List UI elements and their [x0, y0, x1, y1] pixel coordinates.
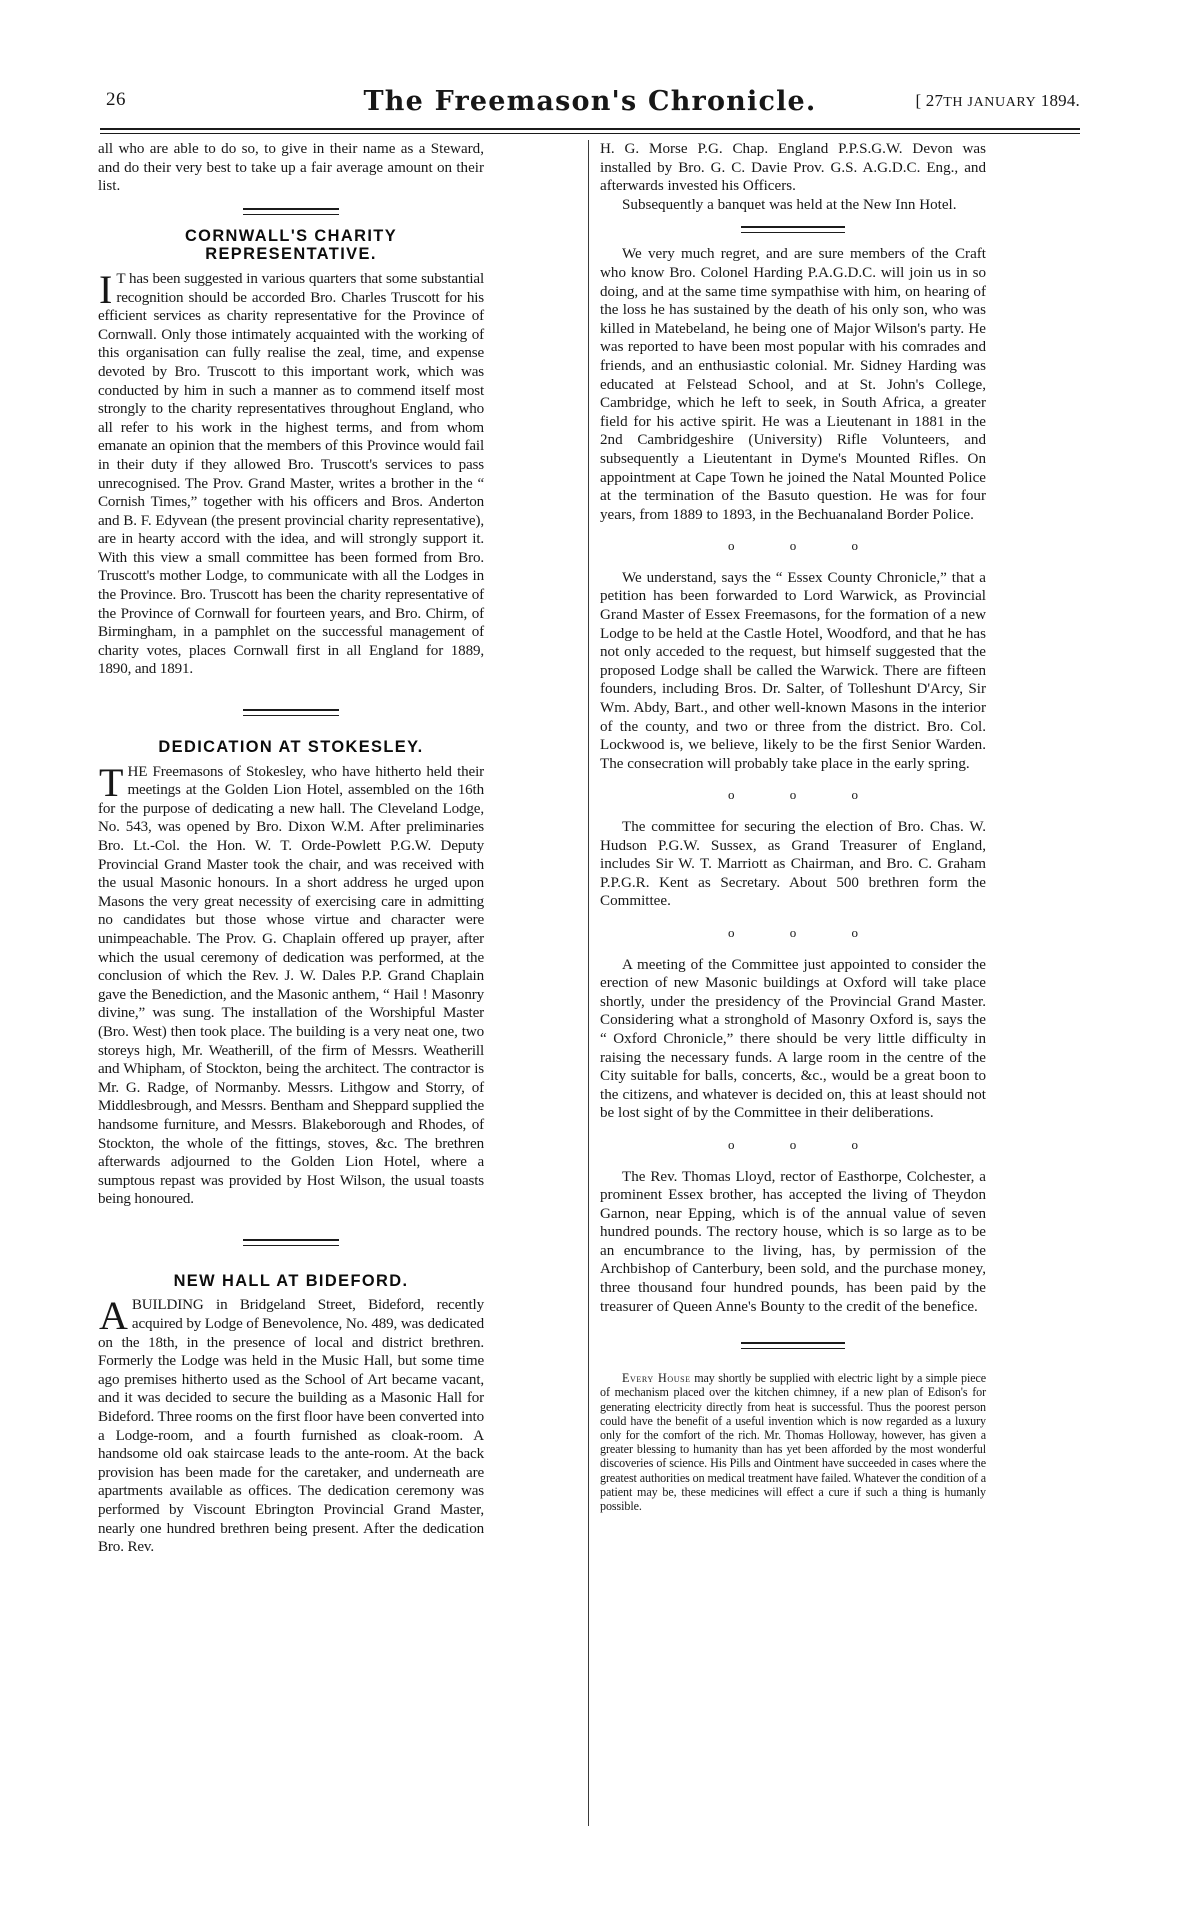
article-body-cornwall: T has been suggested in various quarters that some substantial recognition should be accorded Bro. Charles Truscott for his efficient services as charity representative for the Province of Cornwall. Only those intimately acquainted with the working of this organisation can fully realise the zeal, time, and expense devoted by Bro. Truscott to this important work, which was conducted by him in such a manner as to commend itself most strongly to the charity representatives throughout England, who all refer to his work in the highest terms, and from whom emanate an opinion that the members of this Province would fail in their duty if they allowed Bro. Truscott's services to pass unrecognised. The Prov. Grand Master, writes a brother in the “ Cornish Times,” together with his officers and Bros. Anderton and B. F. Edyvean (the present provincial charity representative), are in hearty accord with the idea, and will strongly support it. With this view a small committee has been formed from Bro. Truscott's mother Lodge, to communicate with all the Lodges in the Province. Bro. Truscott has been the charity representative of the Province of Cornwall for fourteen years, and Bro. Chirm, of Birmingham, in a pamphlet on the successful management of charity votes, places Cornwall first in all England for 1889, 1890, and 1891. — [98, 270, 484, 678]
advert-body: may shortly be supplied with electric light by a simple piece of mechanism placed over the kitchen chimney, if a new plan of Edison's for generating electricity directly from heat is successful. Thus the poorest person could have the benefit of a useful invention which is now regarded as a luxury only for the comfort of the rich. Mr. Thomas Holloway, however, has given a greater blessing to humanity than has yet been afforded by the most wonderful discoveries of science. His Pills and Ointment have succeeded in cases where the greatest authorities on medical treatment have failed. Whatever the condition of a patient may be, these medicines will effect a cure if such a thing is humanly possible. — [600, 1371, 987, 1514]
issue-date-ordinal: TH — [943, 95, 964, 110]
publication-title: The Freemason's Chronicle. — [363, 86, 817, 117]
news-item-oxford: A meeting of the Committee just appointed to consider the erection of new Masonic buildings at Oxford will take place shortly, under the presidency of the Provincial Grand Master. Considering what a stronghold of Masonry Oxford is, says the “ Oxford Chronicle,” there should be very little difficulty in raising the necessary funds. A large room in the centre of the City suitable for balls, concerts, &c., would be a great boon to the citizens, and whatever is decided on, this at least should not be lost sight of by the Committee in their deliberations. — [600, 956, 986, 1122]
section-heading-stokesley: DEDICATION AT STOKESLEY. — [158, 738, 424, 757]
article-bideford — [98, 1293, 484, 1556]
continued-paragraph: all who are able to do so, to give in their name as a Steward, and do their very best to take up a fair average amount on their list. — [98, 141, 484, 195]
news-item-easthorpe: The Rev. Thomas Lloyd, rector of Easthorpe, Colchester, a prominent Essex brother, has accepted the living of Theydon Garnon, near Epping, which is of the annual value of seven hundred pounds. The rectory house, which is so large as to be an encumbrance to the living, has, by permission of the Archbishop of Canterbury, been sold, and the purchase money, three thousand four hundred pounds, has been paid by the treasurer of Queen Anne's Bounty to the credit of the benefice. — [600, 1168, 986, 1315]
continued-paragraph: H. G. Morse P.G. Chap. England P.P.S.G.W. Devon was installed by Bro. G. C. Davie Prov. G.S. A.G.D.C. Eng., and afterwards invested his Officers. — [600, 141, 986, 195]
news-separator-dots: o o o — [728, 1136, 884, 1152]
section-heading-cornwall: CORNWALL'S CHARITY REPRESENTATIVE. — [184, 226, 398, 264]
issue-date-year: 1894. — [1040, 91, 1080, 110]
news-separator-dots: o o o — [728, 538, 884, 554]
issue-date — [915, 91, 1080, 111]
column-divider-rule — [588, 140, 589, 1826]
advert-lead-in: Every House — [622, 1371, 691, 1386]
news-separator-dots: o o o — [728, 787, 884, 803]
issue-date-month: JANUARY — [967, 95, 1037, 110]
news-item-committee: The committee for securing the election of Bro. Chas. W. Hudson P.G.W. Sussex, as Grand Treasurer of England, includes Sir W. T. Marriott as Chairman, and Bro. C. Graham P.P.G.R. Kent as Secretary. About 500 brethren form the Committee. — [600, 819, 986, 910]
masthead-divider-rule — [100, 128, 1080, 134]
advert-divider-rule — [741, 1342, 845, 1349]
page-number: 26 — [106, 89, 126, 110]
advertisement-holloway — [600, 1371, 986, 1513]
continued-paragraph-2: Subsequently a banquet was held at the New Inn Hotel. — [622, 196, 957, 213]
section-heading-bideford: NEW HALL AT BIDEFORD. — [173, 1271, 409, 1290]
section-divider-rule — [243, 1239, 339, 1246]
article-body-stokesley: HE Freemasons of Stokesley, who have hitherto held their meetings at the Golden Lion Hotel, assembled on the 16th for the purpose of dedicating a new hall. The Cleveland Lodge, No. 543, was opened by Bro. Dixon W.M. After preliminaries Bro. Lt.-Col. the Hon. W. T. Orde-Powlett P.G.W. Deputy Provincial Grand Master took the chair, and was received with the usual Masonic honours. In a short address he urged upon Masons the very great necessity of exercising care in admitting no candidates but those whose virtue and character were unimpeachable. The Prov. G. Chaplain offered up prayer, after which the usual ceremony of dedication was performed, at the conclusion of which the Rev. J. W. Dales P.P. Grand Chaplain gave the Benediction, and the Masonic anthem, “ Hail ! Masonry divine,” was sung. The installation of the Worshipful Master (Bro. West) then took place. The building is a very neat one, two storeys high, Mr. Weatherill, of the firm of Messrs. Weatherill and Whipham, of Stockton, being the architect. The contractor is Mr. G. Radge, of Normanby. Messrs. Lithgow and Storry, of Middlesbrough, and Messrs. Bentham and Sheppard supplied the handsome furniture, and Messrs. Blakeborough and Rhodes, of Stockton, the whole of the fittings, stoves, &c. The brethren afterwards adjourned to the Golden Lion Hotel, where a sumptous repast was provided by Host Wilson, the usual toasts being honoured. — [98, 763, 484, 1208]
news-item-harding: We very much regret, and are sure members of the Craft who know Bro. Colonel Harding P.A.G.D.C. will join us in so doing, and at the same time sympathise with him, on hearing of the loss he has sustained by the death of his only son, who was killed in Matebeland, he being one of Major Wilson's party. He was reported to have been most popular with his comrades and friends, and an enthusiastic colonial. Mr. Sidney Harding was educated at Felstead School, and at St. John's College, Cambridge, which he left to seek, in South Africa, a greater field for his active spirit. He was a Lieutenant in 1881 in the 2nd Cambridgeshire (University) Rifle Volunteers, and subsequently a Lieutentant in Dyme's Mounted Rifles. On appointment at Cape Town he joined the Natal Mounted Police at the termination of the Basuto question. He was for four years, from 1889 to 1893, in the Bechuanaland Border Police. — [600, 246, 986, 523]
masthead — [100, 86, 1080, 120]
article-stokesley — [98, 759, 484, 1209]
right-column — [600, 140, 986, 1513]
article-body-bideford: BUILDING in Bridgeland Street, Bideford, recently acquired by Lodge of Benevolence, No. 489, was dedicated on the 18th, in the presence of local and district brethren. Formerly the Lodge was held in the Music Hall, but some time ago premises hitherto used as the School of Art became vacant, and it was decided to secure the building as a Masonic Hall for Bideford. Three rooms on the first floor have been converted into a Lodge-room, and a fourth furnished as cloak-room. A handsome old oak staircase leads to the ante-room. At the back provision has been made for the caretaker, and underneath are apartments available as offices. The dedication ceremony was performed by Viscount Ebrington Provincial Grand Master, nearly one hundred brethren being present. After the dedication Bro. Rev. — [98, 1297, 484, 1556]
drop-cap: I — [99, 266, 113, 312]
section-divider-rule — [741, 226, 845, 233]
article-cornwall — [98, 266, 484, 679]
issue-date-prefix: [ 27 — [915, 91, 944, 110]
drop-cap: T — [99, 759, 124, 805]
drop-cap: A — [99, 1293, 128, 1339]
news-separator-dots: o o o — [728, 924, 884, 940]
section-divider-rule — [243, 709, 339, 716]
section-divider-rule — [243, 208, 339, 215]
left-column — [98, 140, 484, 1557]
news-item-essex: We understand, says the “ Essex County Chronicle,” that a petition has been forwarded to Lord Warwick, as Provincial Grand Master of Essex Freemasons, for the formation of a new Lodge to be held at the Castle Hotel, Woodford, and that he has not only acceded to the request, but himself suggested that the proposed Lodge shall be called the Warwick. There are fifteen founders, including Bros. Dr. Salter, of Tolleshunt D'Arcy, Sir Wm. Abdy, Bart., and other well-known Masons in the interior of the county, and two or three from the district. Bro. Col. Lockwood is, we believe, likely to be the first Senior Warden. The consecration will probably take place in the early spring. — [600, 569, 986, 772]
